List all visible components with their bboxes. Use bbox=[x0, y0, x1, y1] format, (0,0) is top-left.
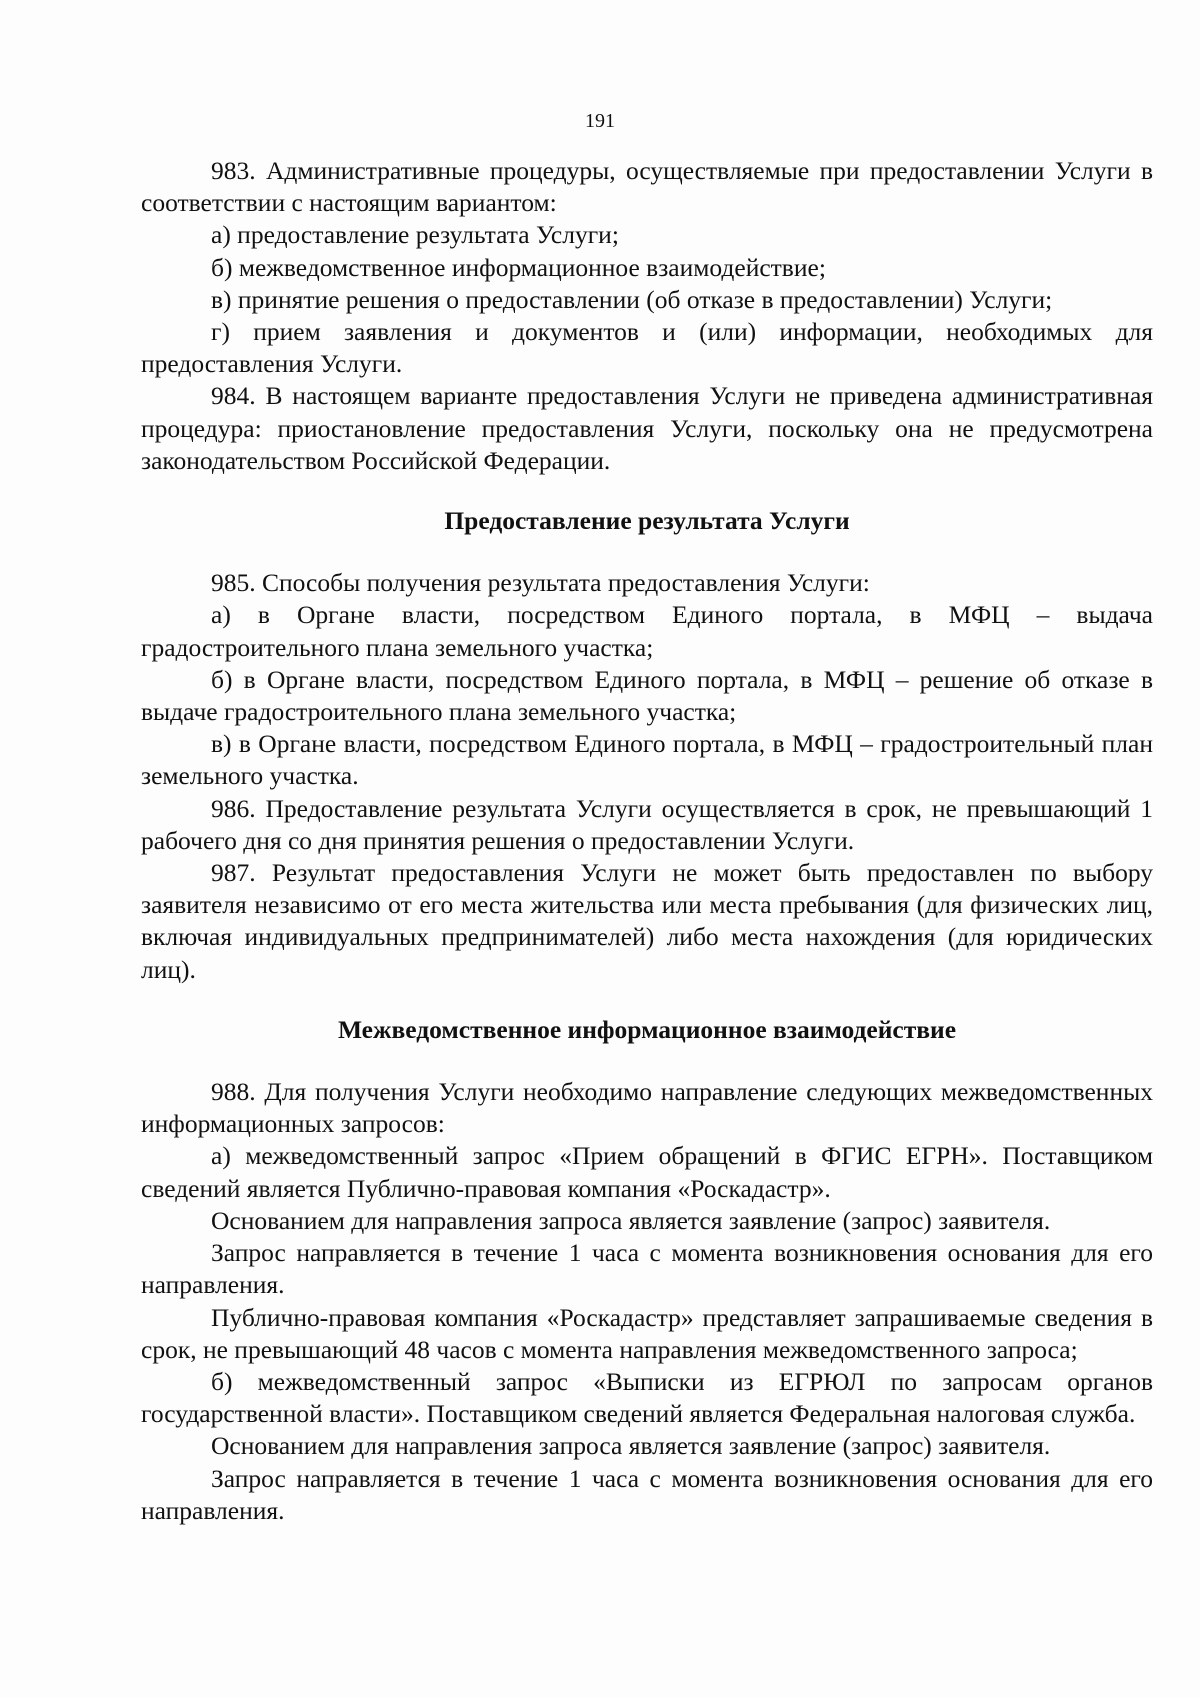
section-heading-result: Предоставление результата Услуги bbox=[444, 506, 850, 536]
list-item-983-v: в) принятие решения о предоставлении (об отказе в предоставлении) Услуги; bbox=[211, 284, 1053, 314]
paragraph-basis-b: Основанием для направления запроса является заявление (запрос) заявителя. bbox=[211, 1431, 1051, 1461]
list-item-983-b: б) межведомственное информационное взаимодействие; bbox=[211, 252, 826, 282]
list-item-985-b: б) в Органе власти, посредством Единого портала, в МФЦ – решение об отказе в выдаче градостроительного плана земельного участка; bbox=[141, 664, 1153, 727]
paragraph-provider-a: Публично-правовая компания «Роскадастр» представляет запрашиваемые сведения в срок, не превышающий 48 часов с момента направления межведомственного запроса; bbox=[141, 1302, 1153, 1364]
paragraph-986: 986. Предоставление результата Услуги осуществляется в срок, не превышающий 1 рабочего дня со дня принятия решения о предоставлении Услуги. bbox=[141, 793, 1153, 855]
page-number: 191 bbox=[585, 110, 615, 132]
section-heading-interagency: Межведомственное информационное взаимодействие bbox=[337, 1014, 957, 1044]
spacer bbox=[141, 477, 1153, 505]
paragraph-983: 983. Административные процедуры, осуществляемые при предоставлении Услуги в соответствии с настоящим вариантом: bbox=[141, 156, 1153, 218]
paragraph-985: 985. Способы получения результата предоставления Услуги: bbox=[211, 568, 870, 598]
paragraph-987: 987. Результат предоставления Услуги не может быть предоставлен по выбору заявителя независимо от его места жительства или места пребывания (для физических лиц, включая индивидуальных предпринимателей) либо места нахождения (для юридических лиц). bbox=[141, 858, 1153, 984]
paragraph-deadline-a: Запрос направляется в течение 1 часа с момента возникновения основания для его направления. bbox=[141, 1238, 1153, 1300]
list-item-988-b: б) межведомственный запрос «Выписки из ЕГРЮЛ по запросам органов государственной власти». Поставщиком сведений является Федеральная налоговая служба. bbox=[141, 1366, 1153, 1429]
list-item-983-a: а) предоставление результата Услуги; bbox=[211, 220, 619, 250]
list-item-988-a: а) межведомственный запрос «Прием обращений в ФГИС ЕГРН». Поставщиком сведений является Публично-правовая компания «Роскадастр». bbox=[141, 1141, 1153, 1203]
spacer bbox=[141, 537, 1153, 567]
spacer bbox=[141, 986, 1153, 1014]
spacer bbox=[141, 1046, 1153, 1076]
list-item-983-g: г) прием заявления и документов и (или) информации, необходимых для предоставления Услуги. bbox=[141, 317, 1153, 379]
list-item-985-v: в) в Органе власти, посредством Единого портала, в МФЦ – градостроительный план земельного участка. bbox=[141, 729, 1153, 791]
paragraph-basis-a: Основанием для направления запроса является заявление (запрос) заявителя. bbox=[211, 1205, 1051, 1235]
paragraph-deadline-b: Запрос направляется в течение 1 часа с момента возникновения основания для его направления. bbox=[141, 1463, 1153, 1525]
paragraph-984: 984. В настоящем варианте предоставления Услуги не приведена административная процедура: приостановление предоставления Услуги, поскольку она не предусмотрена законодательством Российской Федерации. bbox=[141, 381, 1153, 475]
paragraph-988: 988. Для получения Услуги необходимо направление следующих межведомственных информационных запросов: bbox=[141, 1077, 1153, 1139]
document-body bbox=[141, 155, 1153, 1527]
list-item-985-a: а) в Органе власти, посредством Единого портала, в МФЦ – выдача градостроительного плана земельного участка; bbox=[141, 600, 1153, 662]
